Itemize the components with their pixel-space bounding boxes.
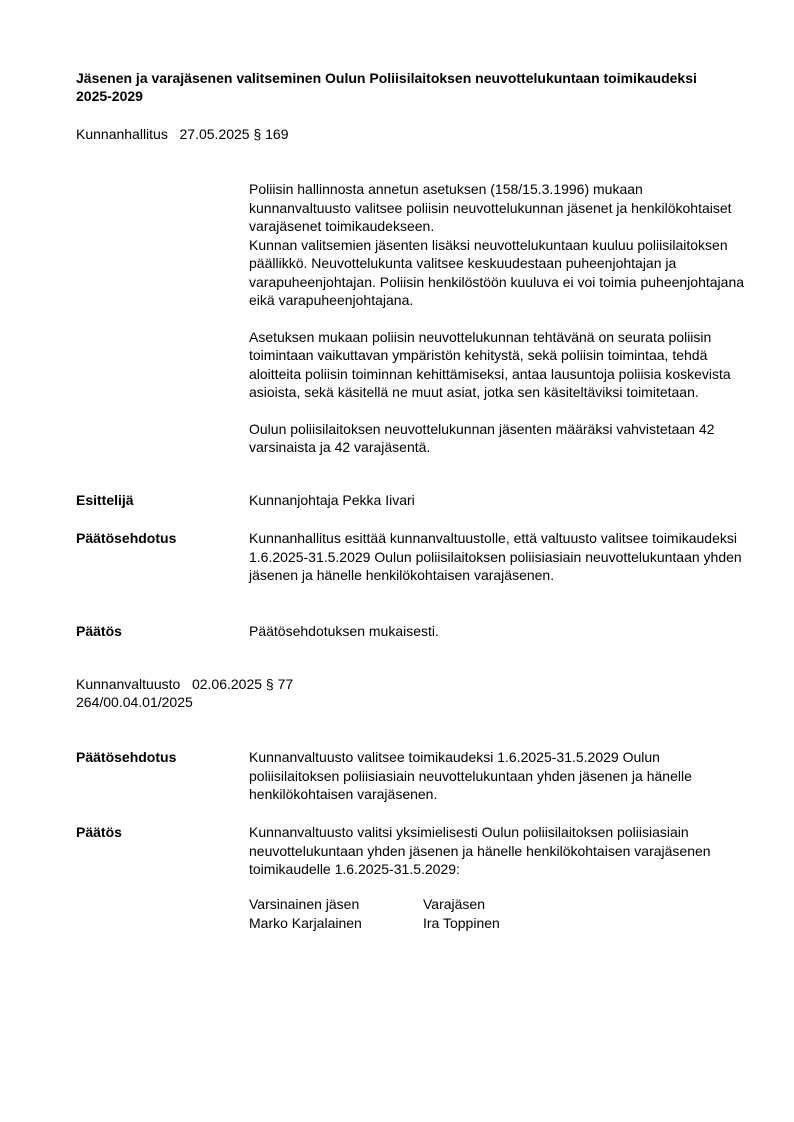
- paragraph-duties: Asetuksen mukaan poliisin neuvottelukunnan tehtävänä on seurata poliisin toimintaan vaikuttavan ympäristön kehitystä, sekä poliisin toimintaa, tehdä aloitteita poliisin toiminnan kehittämiseksi, antaa lausuntoja poliisia koskevista asioista, sekä käsitellä ne muut asiat, jotka sen käsiteltäviksi toimitetaan.: [249, 328, 731, 400]
- member-column-header: Varsinainen jäsen: [249, 896, 360, 912]
- paragraph-legal-basis: Poliisin hallinnosta annetun asetuksen (158/15.3.1996) mukaan kunnanvaltuusto valitsee poliisin neuvottelukunnan jäsenet ja henkilökohtaiset varajäsenet toimikaudekseen. Kunnan valitsemien jäsenten lisäksi neuvottelukuntaan kuuluu poliisilaitoksen päällikkö. Neuvottelukunta valitsee keskuudestaan puheenjohtajan ja varapuheenjohtajan. Poliisin henkilöstöön kuuluva ei voi toimia puheenjohtajana eikä varapuheenjohtajana.: [249, 181, 745, 308]
- member-name: Marko Karjalainen: [249, 915, 362, 931]
- paragraph-member-count: Oulun poliisilaitoksen neuvottelukunnan jäsenten määräksi vahvistetaan 42 varsinaista ja 42 varajäsentä.: [249, 420, 715, 455]
- paatos-label-2: Päätös: [76, 824, 122, 840]
- esittelija-label: Esittelijä: [76, 492, 134, 508]
- meeting-header-kunnanhallitus: Kunnanhallitus 27.05.2025 § 169: [76, 126, 289, 142]
- background-text: [249, 180, 744, 457]
- deputy-column-header: Varajäsen: [423, 896, 486, 912]
- paatos-label-1: Päätös: [76, 623, 122, 639]
- meeting-header-kunnanvaltuusto: Kunnanvaltuusto 02.06.2025 § 77: [76, 676, 294, 692]
- paatos-text-1: Päätösehdotuksen mukaisesti.: [249, 623, 439, 639]
- diary-reference: 264/00.04.01/2025: [76, 694, 193, 710]
- esittelija-value: Kunnanjohtaja Pekka Iivari: [249, 492, 415, 508]
- paatosehdotus-label-1: Päätösehdotus: [76, 530, 177, 546]
- document-title: Jäsenen ja varajäsenen valitseminen Oulun Poliisilaitoksen neuvottelukuntaan toimikaudeksi 2025-2029: [76, 70, 697, 104]
- paatos-text-2: Kunnanvaltuusto valitsi yksimielisesti Oulun poliisilaitoksen poliisiasiain neuvottelukuntaan yhden jäsenen ja hänelle henkilökohtaisen varajäsenen toimikaudelle 1.6.2025-31.5.2029:: [249, 824, 711, 877]
- paatosehdotus-label-2: Päätösehdotus: [76, 749, 177, 765]
- paatosehdotus-text-2: Kunnanvaltuusto valitsee toimikaudeksi 1.6.2025-31.5.2029 Oulun poliisilaitoksen poliisiasiain neuvottelukuntaan yhden jäsenen ja hänelle henkilökohtaisen varajäsenen.: [249, 749, 692, 802]
- paatosehdotus-text-1: Kunnanhallitus esittää kunnanvaltuustolle, että valtuusto valitsee toimikaudeksi 1.6.2025-31.5.2029 Oulun poliisilaitoksen poliisiasiain neuvottelukuntaan yhden jäsenen ja hänelle henkilökohtaisen varajäsenen.: [249, 530, 742, 583]
- deputy-name: Ira Toppinen: [423, 915, 500, 931]
